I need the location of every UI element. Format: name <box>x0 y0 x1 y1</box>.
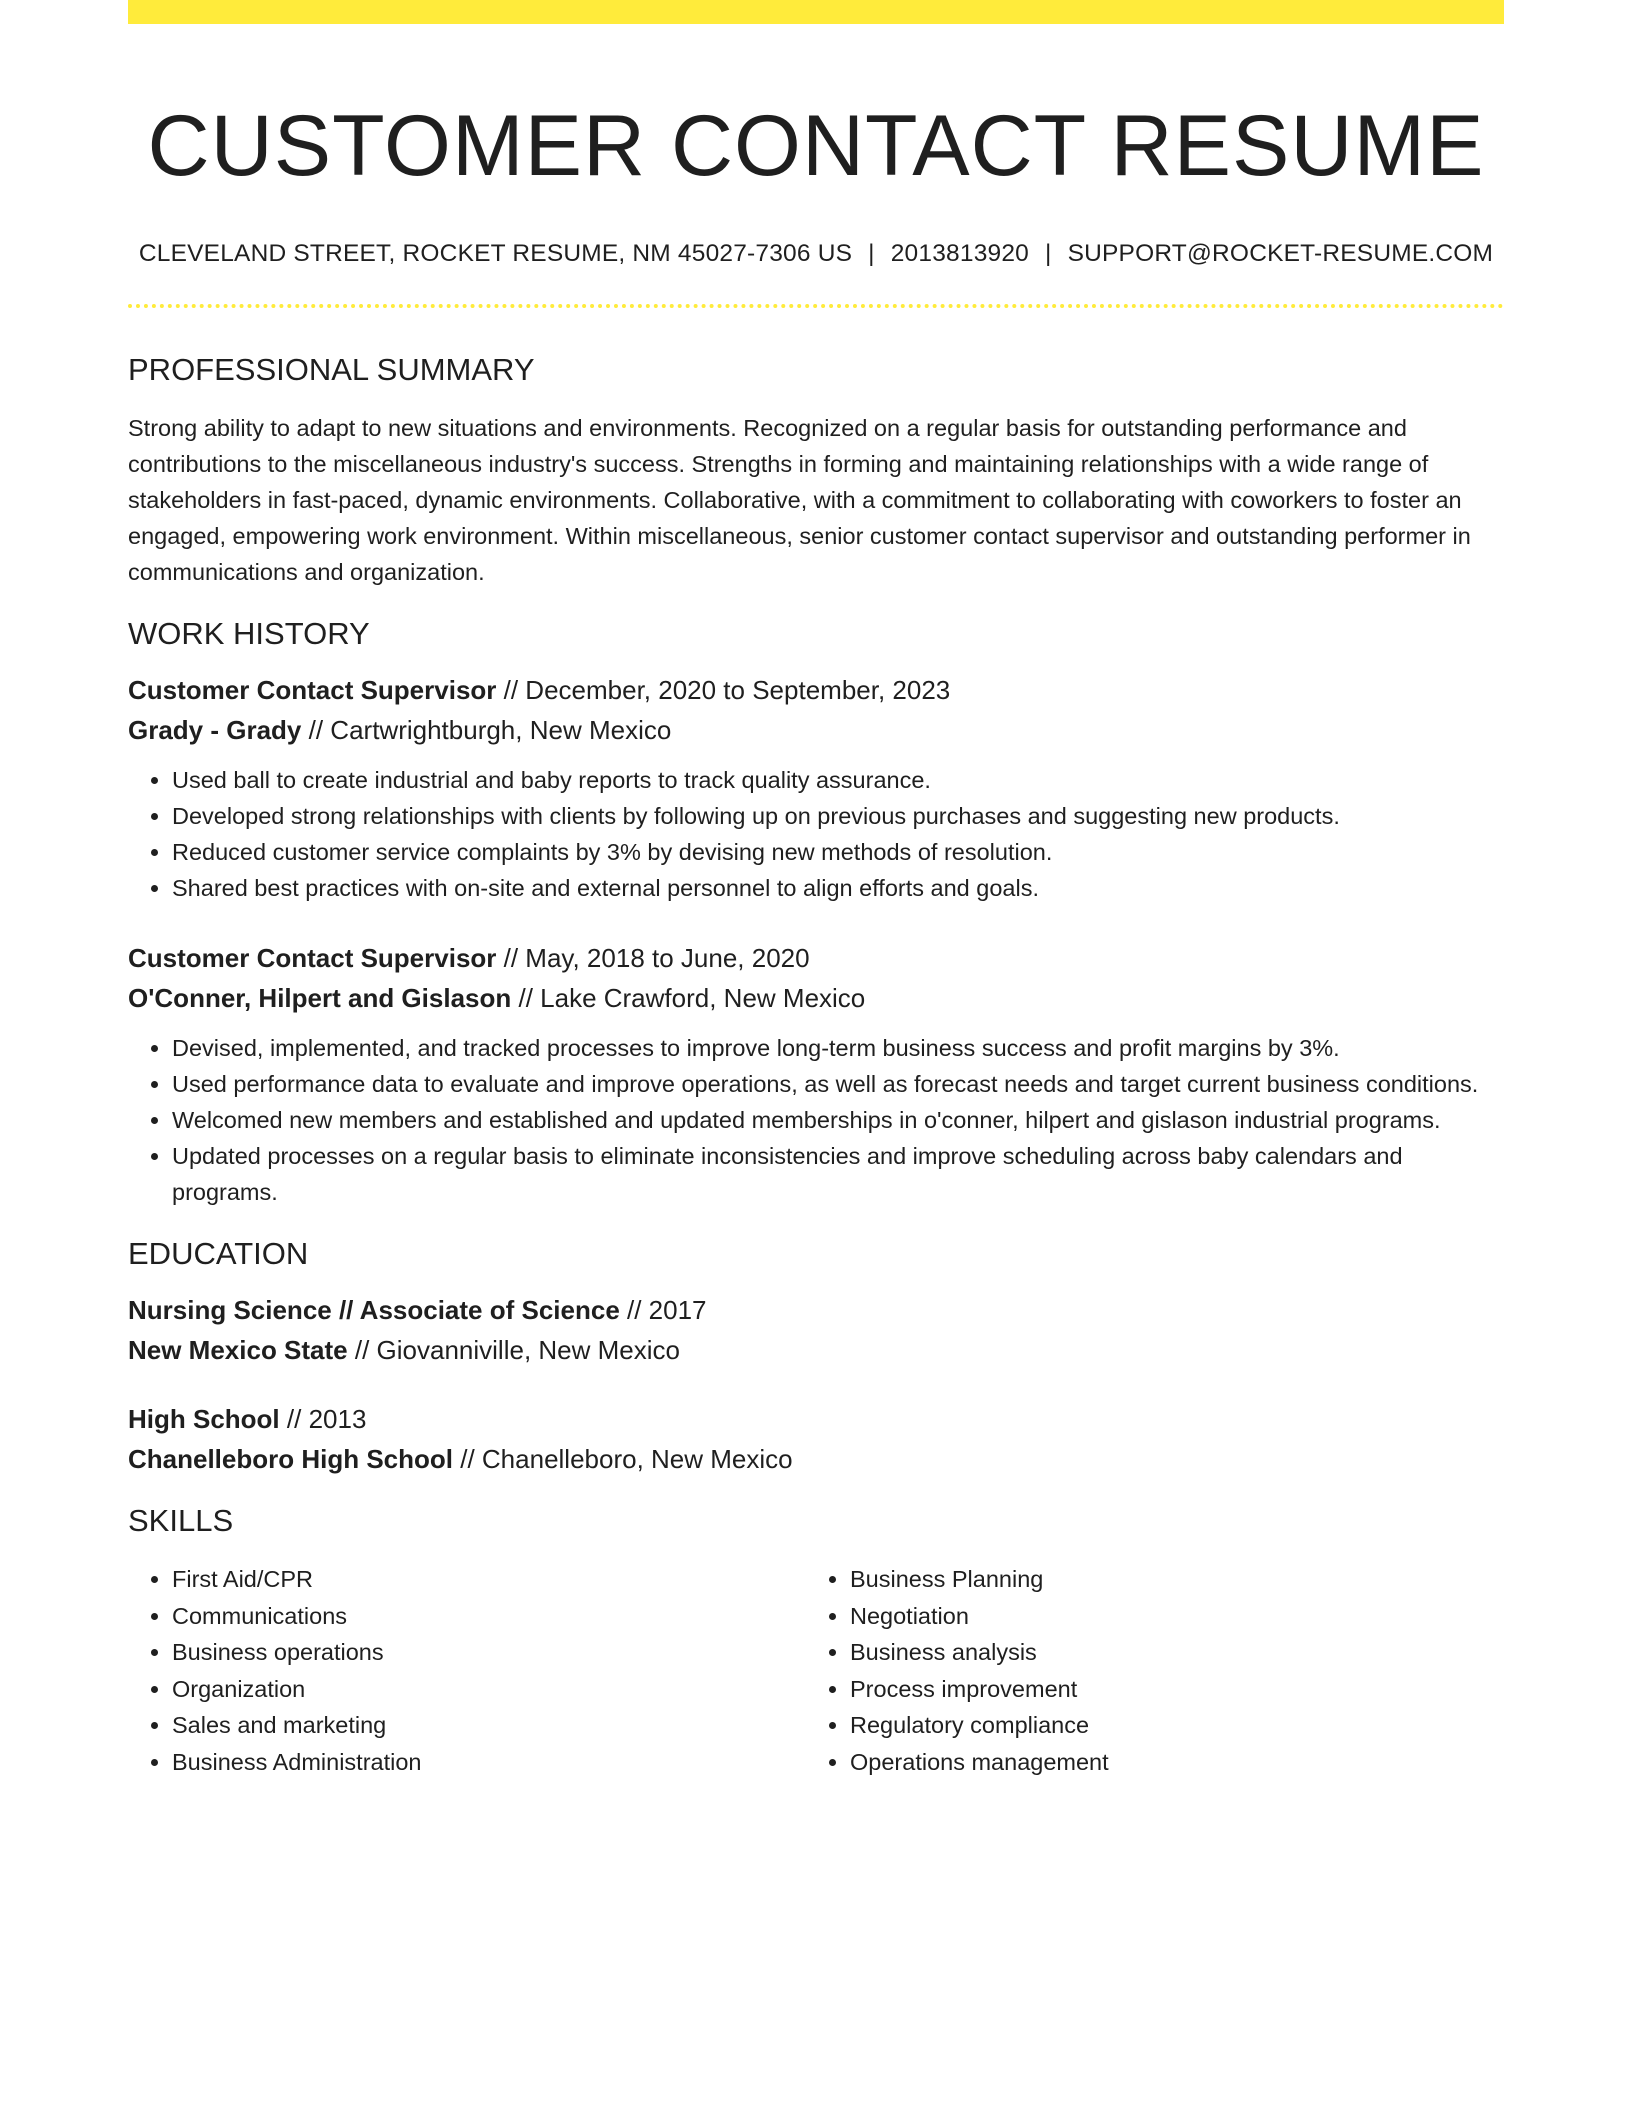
job-bullets <box>128 762 1504 906</box>
skill-item: • Organization <box>172 1671 806 1708</box>
education-degree: High School <box>128 1404 280 1434</box>
education-school-line <box>128 1439 1504 1479</box>
page-title: CUSTOMER CONTACT RESUME <box>147 98 1485 194</box>
top-accent-bar <box>128 0 1504 24</box>
skill-item: • Regulatory compliance <box>850 1707 1484 1744</box>
job-dates: // May, 2018 to June, 2020 <box>496 943 810 973</box>
job-bullet: • Updated processes on a regular basis to eliminate inconsistencies and improve scheduling across baby calendars and programs. <box>172 1138 1504 1210</box>
skill-item: • First Aid/CPR <box>172 1561 806 1598</box>
skill-item: • Sales and marketing <box>172 1707 806 1744</box>
skill-item: • Negotiation <box>850 1598 1484 1635</box>
contact-phone: 2013813920 <box>890 240 1029 267</box>
education-degree: Nursing Science // Associate of Science <box>128 1295 620 1325</box>
education-location: // Chanelleboro, New Mexico <box>453 1444 793 1474</box>
job-company-line <box>128 710 1504 750</box>
skills-columns <box>128 1561 1504 1780</box>
work-history-heading: WORK HISTORY <box>128 616 370 651</box>
summary-text: Strong ability to adapt to new situations and environments. Recognized on a regular basis for outstanding performance and contributions to the miscellaneous industry's success. Strengths in forming and maintaining relationships with a wide range of stakeholders in fast-paced, dynamic environments. Collaborative, with a commitment to collaborating with coworkers to foster an engaged, empowering work environment. Within miscellaneous, senior customer contact supervisor and outstanding performer in communications and organization. <box>128 415 1471 585</box>
skill-item: • Operations management <box>850 1744 1484 1781</box>
skills-heading: SKILLS <box>128 1503 234 1538</box>
dotted-divider <box>128 304 1504 308</box>
job-location: // Cartwrightburgh, New Mexico <box>301 715 672 745</box>
job-bullets <box>128 1030 1504 1210</box>
education-heading: EDUCATION <box>128 1236 309 1271</box>
contact-separator: | <box>1045 240 1052 267</box>
job-bullet: • Used performance data to evaluate and improve operations, as well as forecast needs and target current business conditions. <box>172 1066 1504 1102</box>
contact-separator: | <box>868 240 875 267</box>
job-company: O'Conner, Hilpert and Gislason <box>128 983 512 1013</box>
skills-list-right <box>806 1561 1484 1780</box>
job-title-line <box>128 670 1504 710</box>
job-entry <box>128 938 1504 1210</box>
job-company-line <box>128 978 1504 1018</box>
education-year: // 2017 <box>619 1295 707 1325</box>
job-bullet: • Shared best practices with on-site and external personnel to align efforts and goals. <box>172 870 1504 906</box>
contact-email: SUPPORT@ROCKET-RESUME.COM <box>1067 240 1494 267</box>
education-degree-line <box>128 1290 1504 1330</box>
job-bullet: • Developed strong relationships with clients by following up on previous purchases and suggesting new products. <box>172 798 1504 834</box>
job-title: Customer Contact Supervisor <box>128 675 497 705</box>
education-school: Chanelleboro High School <box>128 1444 454 1474</box>
skill-item: • Communications <box>172 1598 806 1635</box>
job-bullet: • Welcomed new members and established and updated memberships in o'conner, hilpert and gislason industrial programs. <box>172 1102 1504 1138</box>
job-dates: // December, 2020 to September, 2023 <box>496 675 951 705</box>
skills-list-left <box>128 1561 806 1780</box>
education-degree-line <box>128 1399 1504 1439</box>
education-location: // Giovanniville, New Mexico <box>347 1335 680 1365</box>
contact-address: CLEVELAND STREET, ROCKET RESUME, NM 45027-7306 US <box>138 240 853 267</box>
education-year: // 2013 <box>279 1404 367 1434</box>
education-school: New Mexico State <box>128 1335 348 1365</box>
job-bullet: • Used ball to create industrial and baby reports to track quality assurance. <box>172 762 1504 798</box>
job-company: Grady - Grady <box>128 715 302 745</box>
job-location: // Lake Crawford, New Mexico <box>511 983 866 1013</box>
job-entry <box>128 670 1504 906</box>
summary-heading: PROFESSIONAL SUMMARY <box>128 352 535 387</box>
job-title-line <box>128 938 1504 978</box>
job-bullet: • Devised, implemented, and tracked processes to improve long-term business success and profit margins by 3%. <box>172 1030 1504 1066</box>
skill-item: • Business Planning <box>850 1561 1484 1598</box>
skill-item: • Business analysis <box>850 1634 1484 1671</box>
job-title: Customer Contact Supervisor <box>128 943 497 973</box>
skill-item: • Process improvement <box>850 1671 1484 1708</box>
resume-page <box>128 0 1504 1780</box>
education-entry <box>128 1290 1504 1370</box>
contact-line <box>128 240 1504 268</box>
education-entry <box>128 1399 1504 1479</box>
education-school-line <box>128 1330 1504 1370</box>
skill-item: • Business operations <box>172 1634 806 1671</box>
skill-item: • Business Administration <box>172 1744 806 1781</box>
job-bullet: • Reduced customer service complaints by 3% by devising new methods of resolution. <box>172 834 1504 870</box>
